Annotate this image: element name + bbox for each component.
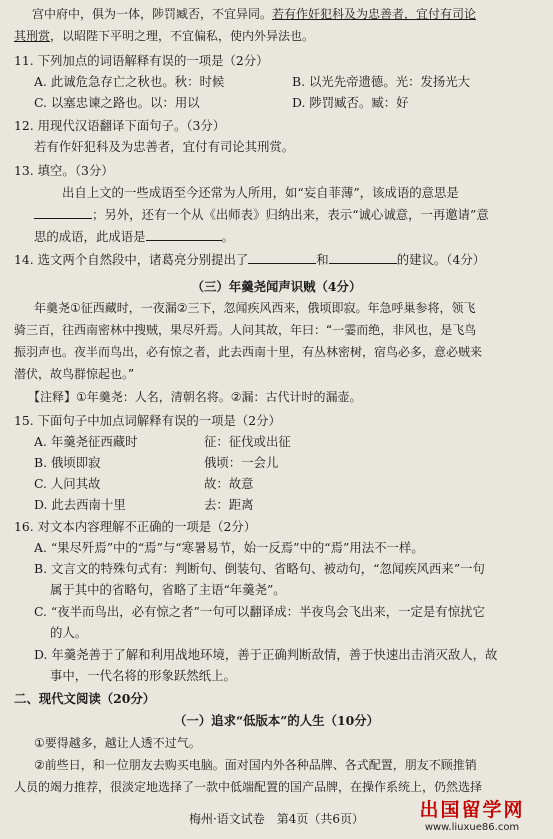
page-footer: 梅州·语文试卷 第4页（共6页）: [188, 812, 365, 826]
passage-line-2: 其刑赏，以昭陛下平明之理，不宜偏私，使内外异法也。: [14, 29, 315, 43]
story-line-2: 骑三百，往西南密林中搜贼，果尽歼焉。人问其故，年曰：“一霎而绝，非风也，是飞鸟: [14, 323, 477, 337]
essay-para-2-line-2: 人员的竭力推荐，很淡定地选择了一款中低端配置的国产品牌，在操作系统上，仍然选择: [14, 780, 483, 794]
q13-line-3: 思的成语，此成语是 。: [34, 229, 234, 244]
q16-option-c: C. “夜半而鸟出，必有惊之者”一句可以翻译成：半夜鸟会飞出来，一定是有惊扰它: [34, 604, 485, 619]
essay-para-2-line-1: ②前些日，和一位朋友去购买电脑。面对国内外各种品牌、各式配置，朋友不顾推销: [34, 758, 477, 772]
answer-blank[interactable]: [248, 263, 316, 264]
q16-option-b-cont: 属于其中的省略句，省略了主语“年羹尧”。: [50, 582, 286, 597]
question-14: 14. 选文两个自然段中，诸葛亮分别提出了 和 的建议。（4分）: [14, 252, 486, 267]
q11-options-ab: A. 此诚危急存亡之秋也。秋：时候 B. 以光先帝遗德。光：发扬光大: [34, 74, 471, 89]
q13-line-1: 出自上文的一些成语至今还常为人所用，如“妄自菲薄”，该成语的意思是: [62, 185, 459, 200]
question-12: 12. 用现代汉语翻译下面句子。（3分）: [14, 118, 226, 133]
q16-option-d: D. 年羹尧善于了解和利用战地环境，善于正确判断敌情，善于快速出击消灭敌人，故: [34, 647, 498, 662]
q13-line-2: ；另外，还有一个从《出师表》归纳出来，表示“诚心诚意，一再邀请”意: [34, 204, 553, 225]
q15-option-b: B. 俄顷即寂 俄顷：一会儿: [34, 455, 279, 470]
part-2-heading: 二、现代文阅读（20分）: [14, 691, 156, 706]
q15-option-c: C. 人问其故 故：故意: [34, 476, 254, 491]
question-16: 16. 对文本内容理解不正确的一项是（2分）: [14, 519, 257, 534]
story-line-1: 年羹尧①征西藏时，一夜漏②三下，忽闻疾风西来，俄顷即寂。年急呼巢参将，领飞: [34, 301, 476, 315]
story-line-3: 振羽声也。夜半而鸟出，必有惊之者，此去西南十里，有丛林密树，宿鸟必多，意必贼来: [14, 345, 483, 359]
watermark-logo: 出国留学网 www.liuxue86.com: [419, 799, 525, 833]
section-3-title: （三）年羹尧闻声识贼（4分）: [191, 279, 362, 294]
question-15: 15. 下面句子中加点词解释有误的一项是（2分）: [14, 413, 281, 428]
q16-option-a: A. “果尽歼焉”中的“焉”与“寒暑易节，始一反焉”中的“焉”用法不一样。: [34, 540, 424, 555]
q15-option-d: D. 此去西南十里 去：距离: [34, 497, 254, 512]
answer-blank[interactable]: [34, 218, 92, 219]
story-line-4: 潜伏，故鸟群惊起也。”: [14, 367, 135, 381]
passage-line-1: 宫中府中，俱为一体，陟罚臧否，不宜异同。若有作奸犯科及为忠善者，宜付有司论: [32, 7, 477, 21]
question-13: 13. 填空。（3分）: [14, 163, 114, 178]
q16-option-b: B. 文言文的特殊句式有：判断句、倒装句、省略句、被动句，“忽闻疾风西来”一句: [34, 561, 485, 576]
q16-option-d-cont: 事中，一代名将的形象跃然纸上。: [50, 668, 236, 683]
q15-option-a: A. 年羹尧征西藏时 征：征伐或出征: [34, 434, 291, 449]
annotation: 【注释】①年羹尧：人名，清朝名将。②漏：古代计时的漏壶。: [28, 390, 362, 404]
q12-sentence: 若有作奸犯科及为忠善者，宜付有司论其刑赏。: [34, 139, 295, 154]
answer-blank[interactable]: [329, 263, 397, 264]
answer-blank[interactable]: [146, 240, 222, 241]
question-11: 11. 下列加点的词语解释有误的一项是（2分）: [14, 53, 269, 68]
q16-option-c-cont: 的人。: [50, 625, 88, 640]
section-1-title: （一）追求“低版本”的人生（10分）: [174, 713, 379, 728]
q11-options-cd: C. 以塞忠谏之路也。以：用以 D. 陟罚臧否。臧：好: [34, 95, 409, 110]
essay-para-1: ①要得越多，越让人透不过气。: [34, 736, 201, 750]
